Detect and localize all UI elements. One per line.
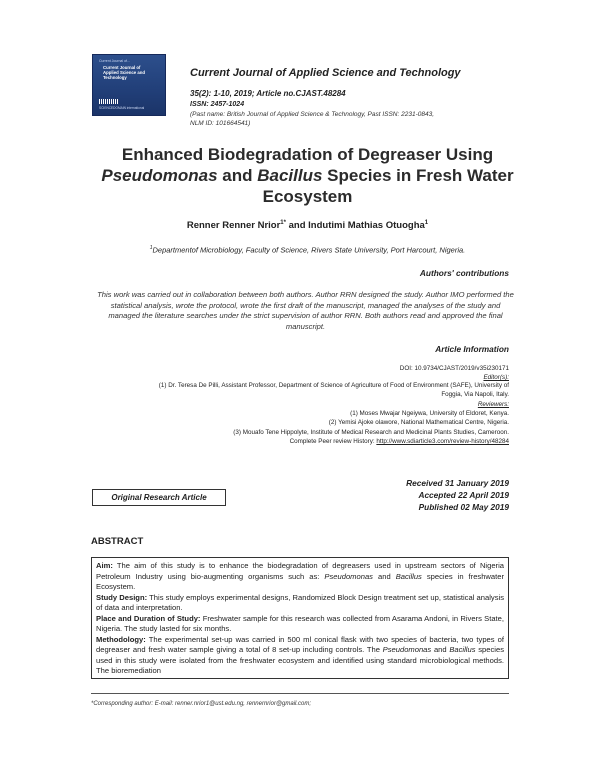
- method-label: Methodology:: [96, 634, 146, 644]
- contributions-text: This work was carried out in collaboration between both authors. Author RRN designed the study. Author IMO performed the statistical analysis, wrote the protocol, wrote the first draft of the manuscript, managed the analyses of the study and managed the literature searches under the strict supervision of author RRN. Both authors read and approved the final manuscript.: [97, 290, 514, 331]
- title-line-1: Enhanced Biodegradation of Degreaser Using: [121, 145, 494, 164]
- nlm-id-line: NLM ID: 101664541): [190, 120, 251, 127]
- aim-text-b: species in freshwater Ecosystem.: [96, 571, 505, 591]
- title-line-3: Ecosystem: [262, 187, 353, 206]
- method-text-b: species used in this study were isolated from the freshwater ecosystem and identified using standard microbiological methods. The bioremediation: [96, 645, 504, 675]
- issue-line: 35(2): 1-10, 2019; Article no.CJAST.48284: [190, 89, 346, 98]
- accepted-date: Accepted 22 April 2019: [418, 490, 509, 500]
- journal-cover-image: [92, 54, 166, 116]
- peer-review-label: Complete Peer review History:: [289, 438, 377, 445]
- abstract-heading: ABSTRACT: [91, 536, 144, 547]
- place-text: Freshwater sample for this research was collected from Asarama Andoni, in Rivers State, Nigeria. The study lasted for six months.: [96, 613, 504, 633]
- title-line-2-rest: Species in Fresh Water: [322, 166, 514, 185]
- editor-line-2: Foggia, Via Napoli, Italy.: [441, 391, 509, 398]
- author-1-sup: 1*: [280, 220, 286, 226]
- published-date: Published 02 May 2019: [418, 502, 509, 512]
- cover-footer-text: SCIENCEDOMAIN international: [99, 106, 145, 110]
- affiliation-text: Departmentof Microbiology, Faculty of Science, Rivers State University, Port Harcourt, Nigeria.: [152, 245, 466, 255]
- authors-conj: and: [285, 220, 309, 232]
- aim-text-a: The aim of this study is to enhance the biodegradation of degreasers used in upstream sectors of Nigeria Petroleum Industry using bio-augmenting organisms such as:: [96, 561, 504, 581]
- method-and: and: [431, 645, 450, 654]
- abstract-box: [91, 557, 509, 679]
- abstract-aim: [96, 561, 504, 593]
- article-type-badge: Original Research Article: [92, 489, 226, 506]
- author-2: Indutimi Mathias Otuogha: [308, 220, 425, 232]
- design-label: Study Design:: [96, 592, 148, 602]
- abstract-design: [96, 593, 504, 614]
- author-1: Renner Renner Nrior: [186, 220, 281, 232]
- title-and: and: [217, 166, 258, 185]
- reviewer-1: (1) Moses Mwajar Ngeiywa, University of Eldoret, Kenya.: [350, 410, 509, 417]
- article-info-heading: Article Information: [435, 344, 509, 354]
- author-2-sup: 1: [424, 220, 429, 226]
- received-date: Received 31 January 2019: [406, 478, 509, 488]
- reviewer-2: (2) Yemisi Ajoke olawore, National Mathematical Centre, Nigeria.: [328, 419, 509, 426]
- peer-review-history: [290, 438, 509, 445]
- cover-top-text: Current Journal of...: [99, 59, 130, 63]
- editor-line-1: (1) Dr. Teresa De Pilli, Assistant Professor, Department of Science of Agriculture of Food of Environment (SAFE), University of: [158, 382, 509, 389]
- footnote-divider: [91, 693, 509, 694]
- aim-species-2: Bacillus: [395, 571, 422, 581]
- doi: DOI: 10.9734/CJAST/2019/v35i230171: [399, 365, 509, 372]
- cover-barcode: [99, 99, 119, 104]
- authors-line: [95, 220, 520, 231]
- abstract-methodology: [96, 635, 504, 677]
- issn-line: ISSN: 2457-1024: [190, 101, 245, 108]
- title-species-pseudomonas: Pseudomonas: [101, 166, 218, 185]
- cover-title: Current Journal of Applied Science and Technology: [103, 65, 146, 80]
- contributions-heading: Authors' contributions: [419, 268, 509, 278]
- journal-title: Current Journal of Applied Science and Technology: [190, 67, 461, 79]
- aim-species-1: Pseudomonas: [324, 571, 373, 581]
- method-species-2: Bacillus: [449, 645, 476, 654]
- place-label: Place and Duration of Study:: [96, 613, 201, 623]
- abstract-place: [96, 614, 504, 635]
- method-text-a: The experimental set-up was carried in 500 ml conical flask with two species of bacteria, two types of degreaser and fresh water sample giving a total of 8 set-up including controls. The: [96, 634, 504, 654]
- editors-label: Editor(s):: [483, 374, 509, 381]
- design-text: This study employs experimental designs, Randomized Block Design treatment set up, statistical analysis of data and interpretation.: [96, 592, 504, 612]
- corresponding-author-footnote: *Corresponding author: E-mail: renner.nrior1@ust.edu.ng, rennernrior@gmail.com;: [91, 701, 312, 707]
- aim-and: and: [372, 571, 396, 581]
- affiliation: [95, 245, 520, 255]
- affiliation-sup: 1: [149, 245, 153, 251]
- title-line-2: [95, 165, 520, 186]
- method-species-1: Pseudomonas: [382, 645, 432, 654]
- peer-review-link[interactable]: http://www.sdiarticle3.com/review-history/48284: [376, 438, 509, 445]
- paper-title: [95, 144, 520, 207]
- title-species-bacillus: Bacillus: [257, 166, 323, 185]
- past-name-line: (Past name: British Journal of Applied Science & Technology, Past ISSN: 2231-0843,: [190, 111, 435, 118]
- aim-label: Aim:: [96, 561, 113, 570]
- reviewers-label: Reviewers:: [477, 401, 509, 408]
- reviewer-3: (3) Mouafo Tene Hippolyte, Institute of Medical Research and Medicinal Plants Studies, Cameroon.: [233, 429, 509, 436]
